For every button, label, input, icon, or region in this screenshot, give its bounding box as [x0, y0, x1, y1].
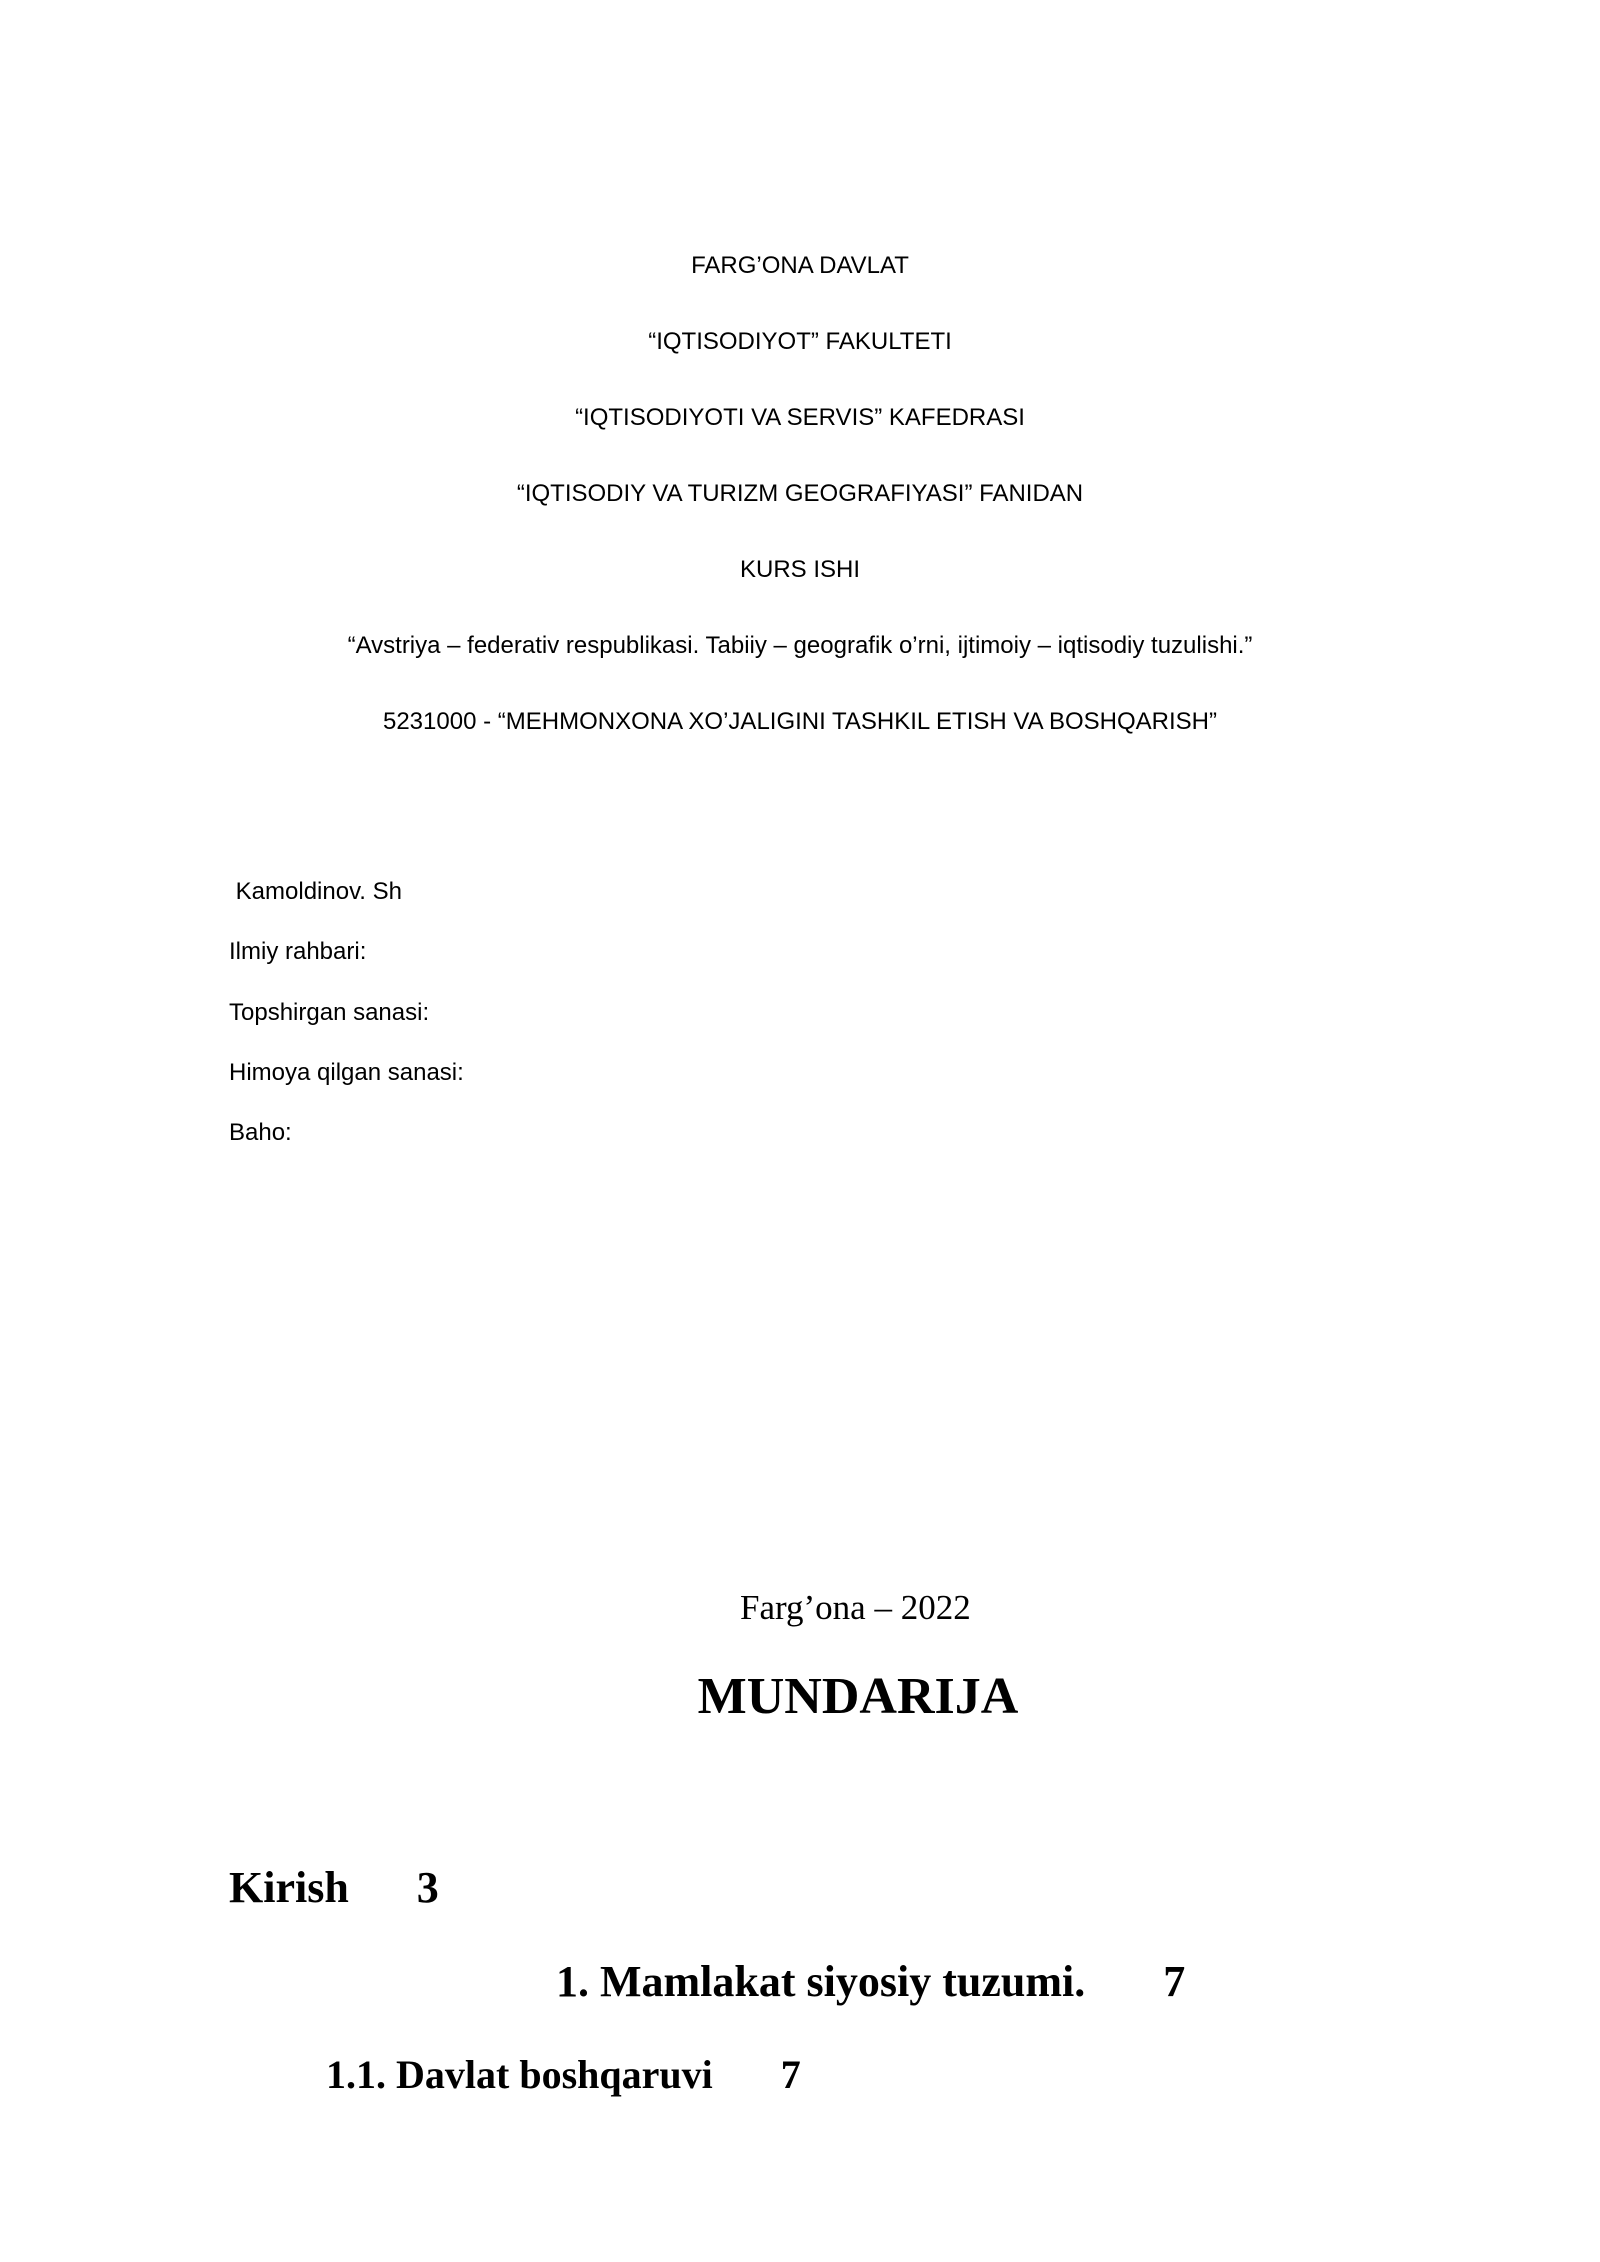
toc-entry-label: 1.1. Davlat boshqaruvi — [326, 2052, 713, 2097]
student-name: Kamoldinov. Sh — [229, 878, 402, 905]
submission-date-label: Topshirgan sanasi: — [229, 999, 430, 1026]
specialty-code: 5231000 - “MEHMONXONA XO’JALIGINI TASHKIL ETISH VA BOSHQARISH” — [382, 708, 1217, 735]
toc-entry-label: Kirish — [229, 1863, 349, 1912]
toc-entry-page: 7 — [1163, 1957, 1186, 2006]
toc-entry-page: 3 — [416, 1863, 439, 1912]
defense-date-label: Himoya qilgan sanasi: — [229, 1059, 464, 1086]
department-name: “IQTISODIYOTI VA SERVIS” KAFEDRASI — [575, 404, 1025, 431]
toc-title: MUNDARIJA — [697, 1668, 1019, 1725]
supervisor-label: Ilmiy rahbari: — [229, 938, 367, 965]
subject-name: “IQTISODIY VA TURIZM GEOGRAFIYASI” FANIDAN — [516, 480, 1084, 507]
course-work-topic: “Avstriya – federativ respublikasi. Tabiiy – geografik o’rni, ijtimoiy – iqtisodiy tuzulishi.” — [347, 632, 1253, 659]
toc-entry-section-1-1[interactable] — [326, 2051, 801, 2098]
grade-label: Baho: — [229, 1119, 292, 1146]
toc-entry-introduction[interactable] — [229, 1862, 439, 1913]
toc-entry-chapter-1[interactable] — [556, 1956, 1185, 2007]
document-type: KURS ISHI — [739, 556, 861, 583]
toc-entry-page: 7 — [780, 2052, 801, 2097]
university-name: FARG’ONA DAVLAT — [691, 252, 909, 279]
place-year: Farg’ona – 2022 — [740, 1588, 971, 1627]
faculty-name: “IQTISODIYOT” FAKULTETI — [648, 328, 952, 355]
toc-entry-label: 1. Mamlakat siyosiy tuzumi. — [556, 1957, 1086, 2006]
